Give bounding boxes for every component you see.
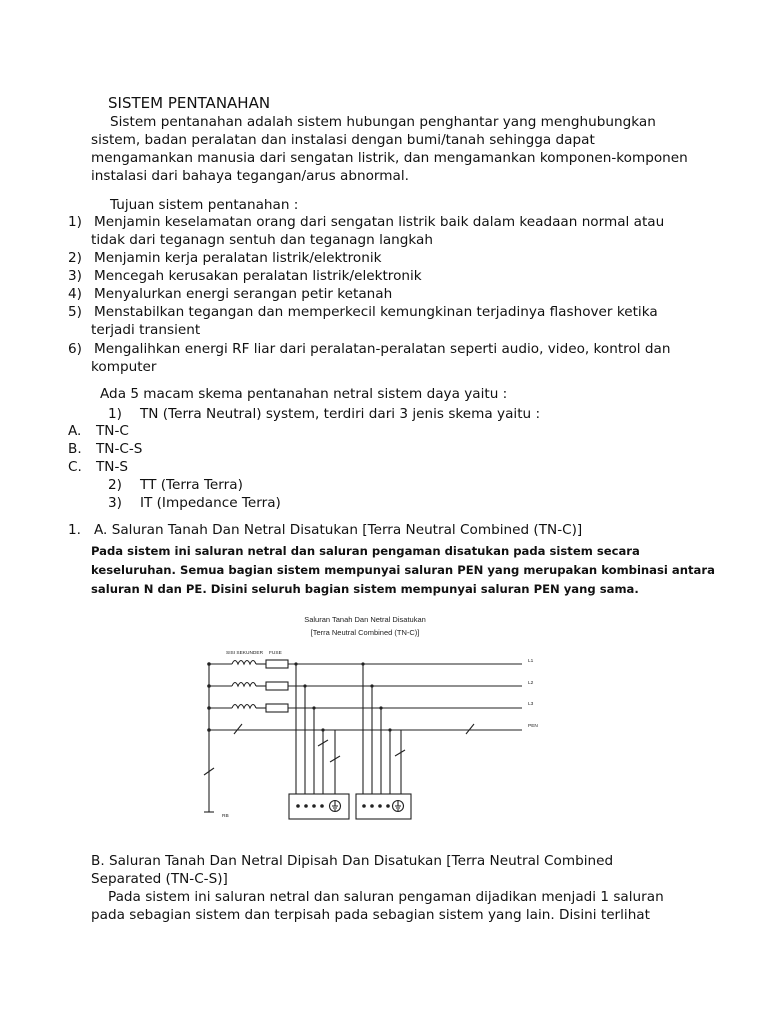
scheme-2-num: 2) bbox=[108, 477, 122, 493]
intro-line-2: sistem, badan peralatan dan instalasi dengan bumi/tanah sehingga dapat bbox=[91, 132, 595, 148]
scheme-3-text: IT (Impedance Terra) bbox=[140, 495, 281, 511]
diagram-title-1: Saluran Tanah Dan Netral Disatukan bbox=[304, 615, 426, 624]
coil-l1 bbox=[232, 661, 256, 665]
section-a-body-1: Pada sistem ini saluran netral dan saluran pengaman disatukan pada sistem secara bbox=[91, 544, 640, 558]
sub-scheme-letter-b: B. bbox=[68, 441, 82, 457]
goal-num-6: 6) bbox=[68, 341, 82, 357]
goal-num-2: 2) bbox=[68, 250, 82, 266]
scheme-1-num: 1) bbox=[108, 406, 122, 422]
fuse-l3 bbox=[266, 704, 288, 712]
goal-text-1a: Menjamin keselamatan orang dari sengatan listrik baik dalam keadaan normal atau bbox=[94, 214, 665, 230]
scheme-3-num: 3) bbox=[108, 495, 122, 511]
coil-l3 bbox=[232, 705, 256, 709]
section-b-body-1: Pada sistem ini saluran netral dan saluran pengaman dijadikan menjadi 1 saluran bbox=[108, 889, 664, 905]
diagram-title-2: [Terra Neutral Combined (TN-C)] bbox=[310, 628, 420, 637]
section-a-heading: A. Saluran Tanah Dan Netral Disatukan [Terra Neutral Combined (TN-C)] bbox=[94, 522, 583, 538]
intro-line-4: instalasi dari bahaya tegangan/arus abnormal. bbox=[91, 168, 409, 184]
goal-num-5: 5) bbox=[68, 304, 82, 320]
schemes-heading: Ada 5 macam skema pentanahan netral sistem daya yaitu : bbox=[100, 386, 508, 402]
fuse-l2 bbox=[266, 682, 288, 690]
goal-text-4: Menyalurkan energi serangan petir ketanah bbox=[94, 286, 393, 302]
section-b-heading-1: B. Saluran Tanah Dan Netral Dipisah Dan Disatukan [Terra Neutral Combined bbox=[91, 853, 614, 869]
coil-l2 bbox=[232, 683, 256, 687]
section-a-num: 1. bbox=[68, 522, 81, 538]
goal-text-5a: Menstabilkan tegangan dan memperkecil kemungkinan terjadinya flashover ketika bbox=[94, 304, 658, 320]
goal-num-1: 1) bbox=[68, 214, 82, 230]
scheme-2-text: TT (Terra Terra) bbox=[140, 477, 243, 493]
goal-text-2: Menjamin kerja peralatan listrik/elektronik bbox=[94, 250, 382, 266]
goal-text-1b: tidak dari teganagn sentuh dan teganagn langkah bbox=[91, 232, 434, 248]
scheme-1-text: TN (Terra Neutral) system, terdiri dari 3 jenis skema yaitu : bbox=[140, 406, 541, 422]
goal-text-6b: komputer bbox=[91, 359, 157, 375]
pen-break-1 bbox=[234, 724, 242, 734]
pen-break-2 bbox=[466, 724, 474, 734]
label-pen: PEN bbox=[528, 724, 538, 729]
sub-scheme-text-c: TN-S bbox=[96, 459, 129, 475]
sub-scheme-text-b: TN-C-S bbox=[96, 441, 143, 457]
label-rb: RB bbox=[222, 814, 229, 819]
label-l2: L2 bbox=[528, 681, 534, 686]
intro-line-3: mengamankan manusia dari sengatan listrik, dan mengamankan komponen-komponen bbox=[91, 150, 688, 166]
sub-scheme-letter-a: A. bbox=[68, 423, 82, 439]
label-l1: L1 bbox=[528, 659, 534, 664]
label-secondary: SISI SEKUNDER bbox=[226, 651, 264, 656]
goal-text-6a: Mengalihkan energi RF liar dari peralatan-peralatan seperti audio, video, kontrol dan bbox=[94, 341, 671, 357]
page-title: SISTEM PENTANAHAN bbox=[108, 94, 271, 112]
sub-scheme-text-a: TN-C bbox=[96, 423, 129, 439]
section-a-body-3: saluran N dan PE. Disini seluruh bagian sistem mempunyai saluran PEN yang sama. bbox=[91, 582, 639, 596]
intro-line-1: Sistem pentanahan adalah sistem hubungan penghantar yang menghubungkan bbox=[110, 114, 656, 130]
goal-text-3: Mencegah kerusakan peralatan listrik/elektronik bbox=[94, 268, 422, 284]
goal-num-4: 4) bbox=[68, 286, 82, 302]
drop-2-break bbox=[395, 750, 405, 756]
sub-scheme-letter-c: C. bbox=[68, 459, 82, 475]
goals-heading: Tujuan sistem pentanahan : bbox=[110, 197, 299, 213]
section-b-heading-2: Separated (TN-C-S)] bbox=[91, 871, 228, 887]
goal-num-3: 3) bbox=[68, 268, 82, 284]
label-fuse: FUSE bbox=[269, 651, 282, 656]
label-l3: L3 bbox=[528, 702, 534, 707]
section-a-body-2: keseluruhan. Semua bagian sistem mempunyai saluran PEN yang merupakan kombinasi antara bbox=[91, 563, 715, 577]
fuse-l1 bbox=[266, 660, 288, 668]
section-b-body-2: pada sebagian sistem dan terpisah pada sebagian sistem yang lain. Disini terlihat bbox=[91, 907, 650, 923]
goal-text-5b: terjadi transient bbox=[91, 322, 201, 338]
